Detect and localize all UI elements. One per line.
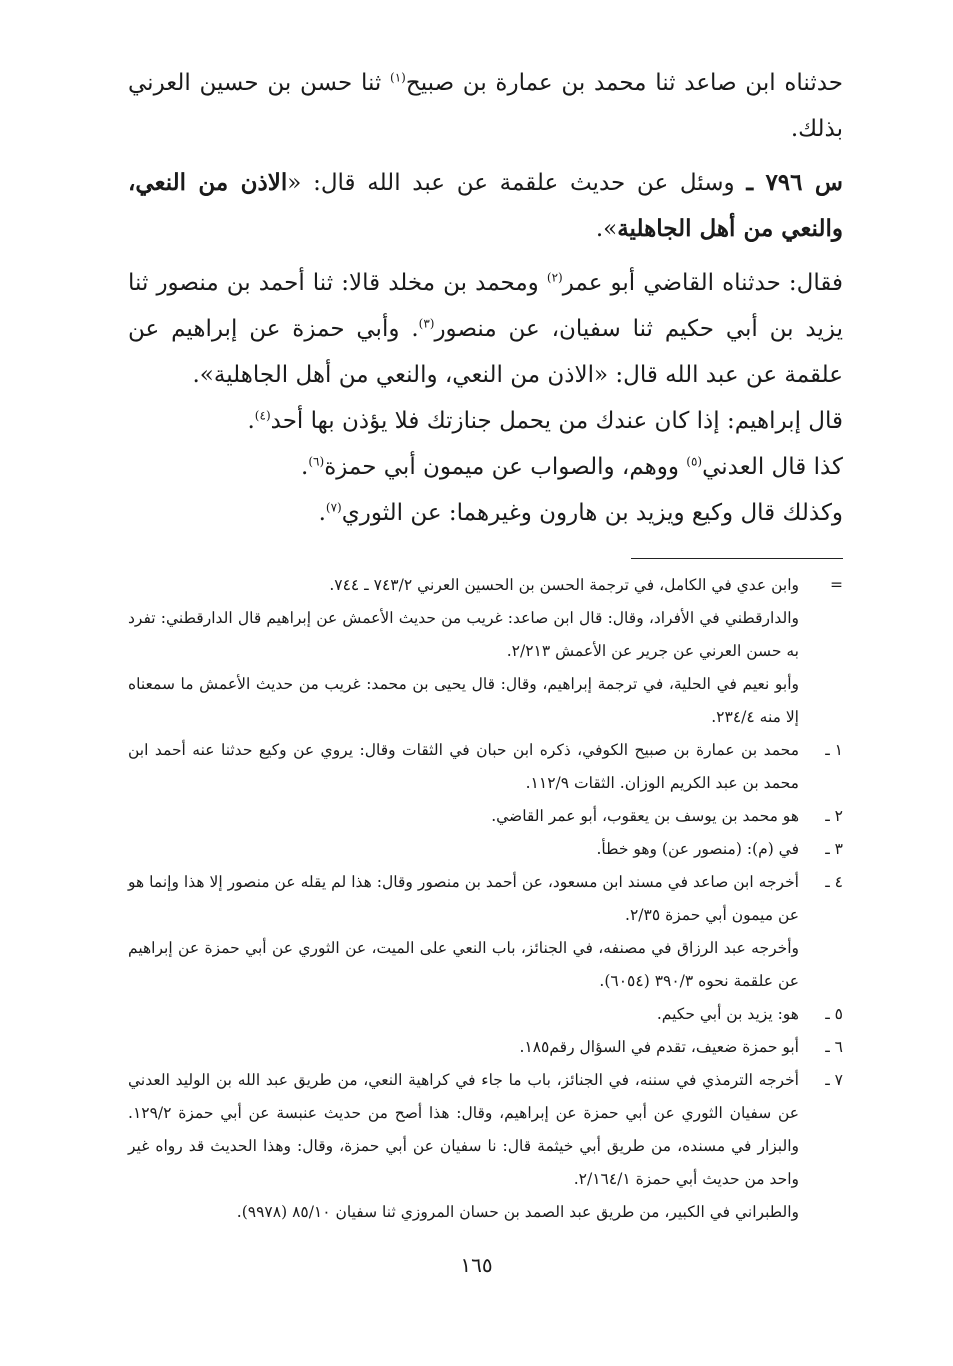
footnote-ref[interactable]: (٦): [308, 454, 325, 469]
page-number: ١٦٥: [460, 1253, 493, 1277]
footnote: [128, 668, 843, 734]
footnote-text: هو محمد بن يوسف بن يعقوب، أبو عمر القاضي.: [491, 807, 799, 825]
hadith-quote: الاذن من النعي، والنعي من أهل الجاهلية: [128, 169, 843, 242]
footnote-number: ٢ ـ: [825, 807, 843, 825]
text-run: ووهم، والصواب عن ميمون أبي حمزة: [324, 454, 687, 480]
text-run: .: [247, 408, 255, 434]
footnote: [128, 932, 843, 998]
footnote: [128, 866, 843, 932]
footnote-text: محمد بن عمارة بن صبيح الكوفي، ذكره ابن حبان في الثقات وقال: يروي عن وكيع حدثنا عنه أحمد ابن محمد بن عبد الكريم الوزان. الثقات ١١٢/٩.: [128, 741, 799, 792]
paragraph-waki: [128, 490, 843, 536]
paragraph-isnad: [128, 60, 843, 152]
footnote-ref[interactable]: (٣): [418, 316, 435, 331]
footnote-number: ٧ ـ: [825, 1071, 843, 1089]
question-number: س ٧٩٦ ـ: [746, 169, 843, 196]
footnote-ref[interactable]: (٤): [254, 408, 271, 423]
text-run: ثنا حسن بن حسين العرني بذلك.: [128, 70, 843, 142]
footnote-text: والطبراني في الكبير، من طريق عبد الصمد بن حسان المروزي ثنا سفيان ٨٥/١٠ (٩٩٧٨).: [236, 1203, 799, 1221]
text-run: وكذلك قال وكيع ويزيد بن هارون وغيرهما: عن الثوري: [341, 500, 843, 526]
footnote-text: أخرجه ابن صاعد في مسند ابن مسعود، عن أحمد بن منصور وقال: هذا لم يقله عن منصور إلا هذا وإنما هو عن ميمون أبي حمزة ٢/٣٥.: [128, 873, 799, 924]
page-body: [128, 60, 843, 1229]
footnote-text: أخرجه الترمذي في سننه، في الجنائز، باب ما جاء في كراهية النعي، من طريق عبد الله بن الوليد العدني عن سفيان الثوري عن أبي حمزة عن إبراهيم، وقال: هذا أصح من حديث عنبسة عن أبي حمزة ١٢٩/٢. والبزار في مسنده، من طريق أبي خيثمة قال: نا سفيان عن أبي حمزة، وقال: وهذا الحديث قد رواه غير واحد من حديث أبي حمزة ٢/١٦٤/١.: [128, 1071, 799, 1188]
footnote: [128, 1064, 843, 1196]
text-run: وسئل عن حديث علقمة عن عبد الله قال: «: [287, 170, 747, 196]
answer-paragraph: [128, 260, 843, 398]
footnote-text: وأخرجه عبد الرزاق في مصنفه، في الجنائز، باب النعي على الميت، عن الثوري عن أبي حمزة عن إبراهيم عن علقمة نحوه ٣٩٠/٣ (٦٠٥٤).: [128, 939, 799, 990]
footnote: [128, 998, 843, 1031]
footnote-text: في (م): (منصور عن) وهو خطأ.: [596, 840, 799, 858]
footnote-text: أبو حمزة ضعيف، تقدم في السؤال رقم١٨٥.: [519, 1038, 799, 1056]
footnote-ref[interactable]: (٥): [686, 454, 703, 469]
text-run: حدثناه ابن صاعد ثنا محمد بن عمارة بن صبيح: [405, 70, 844, 96]
text-run: ».: [595, 216, 618, 242]
footnote: [128, 1031, 843, 1064]
paragraph-adani: [128, 444, 843, 490]
footnote: [128, 602, 843, 668]
question-paragraph: [128, 160, 843, 252]
footnote-ref[interactable]: (١): [390, 70, 406, 85]
text-run: فقال: حدثناه القاضي أبو عمر: [562, 270, 843, 296]
footnote-number: ١ ـ: [825, 741, 843, 759]
footnote-number: ٦ ـ: [825, 1038, 843, 1056]
footnote-ref[interactable]: (٧): [325, 500, 342, 515]
footnote-text: وأبو نعيم في الحلية، في ترجمة إبراهيم، وقال: قال يحيى بن محمد: غريب من حديث الأعمش ما سمعناه إلا منه ٢٣٤/٤.: [128, 675, 799, 726]
text-run: .: [318, 500, 326, 526]
footnote: [128, 833, 843, 866]
footnote-ref[interactable]: (٢): [546, 270, 563, 285]
text-run: . وأبي حمزة عن إبراهيم عن علقمة عن عبد الله قال: «الاذن من النعي، والنعي من أهل الجاهلية».: [128, 316, 843, 388]
footnote-number: ٣ ـ: [825, 840, 843, 858]
footnote-number: ٤ ـ: [825, 873, 843, 891]
footnote-number: ٥ ـ: [825, 1005, 843, 1023]
footnote-divider: [631, 558, 843, 559]
text-run: كذا قال العدني: [702, 454, 843, 480]
text-run: قال إبراهيم: إذا كان عندك من يحمل جنازتك فلا يؤذن بها أحد: [270, 408, 843, 434]
text-run: .: [301, 454, 309, 480]
footnote-text: والدارقطني في الأفراد، وقال: قال ابن صاعد: غريب من حديث الأعمش عن إبراهيم قال الدارقطني: تفرد به حسن العرني عن جرير عن الأعمش ٢/٢١٣.: [128, 609, 799, 660]
footnote: [128, 734, 843, 800]
footnote: [128, 1196, 843, 1229]
footnote: [128, 800, 843, 833]
main-text: [128, 60, 843, 536]
footnote-number: =: [830, 576, 843, 594]
footnote-text: هو: يزيد بن أبي حكيم.: [656, 1005, 799, 1023]
footnotes: [128, 569, 843, 1229]
paragraph-ibrahim: [128, 398, 843, 444]
text-run: ومحمد بن مخلد قالا: ثنا أحمد بن منصور ثنا يزيد بن أبي حكيم ثنا سفيان، عن منصور: [128, 270, 843, 342]
footnote: [128, 569, 843, 602]
footnote-text: وابن عدي في الكامل، في ترجمة الحسن بن الحسين العرني ٧٤٣/٢ ـ ٧٤٤.: [329, 576, 799, 594]
